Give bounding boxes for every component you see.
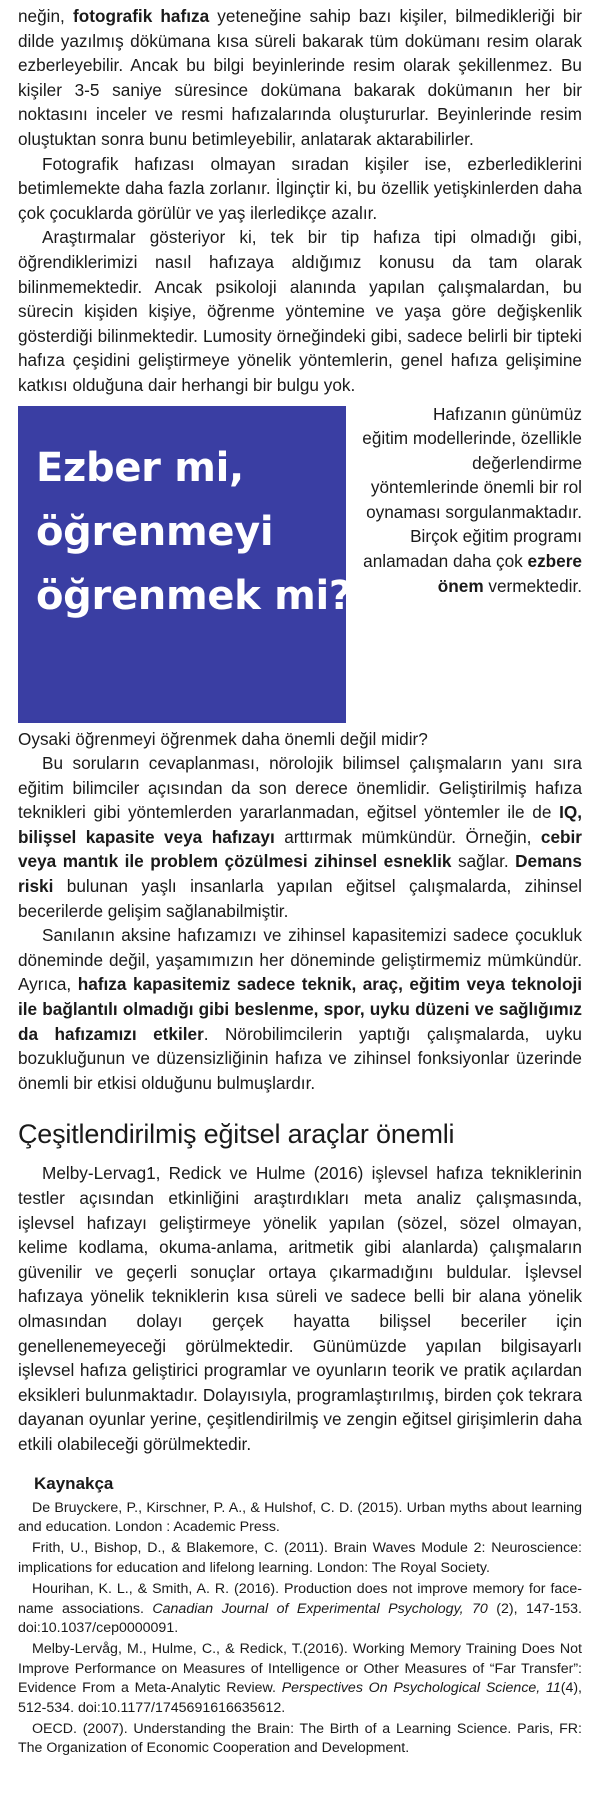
after-callout-line: Oysaki öğrenmeyi öğrenmek daha önemli değil midir?	[18, 728, 428, 749]
callout-line-2: öğrenmeyi	[36, 508, 274, 555]
section-paragraph: Melby-Lervag1, Redick ve Hulme (2016) işlevsel hafıza tekniklerinin testler açısından etkinliğini araştırdıkları meta analiz çalışmasında, işlevsel hafızayı geliştirmeye yönelik yapılan (sözel, sözel olmayan, kelime kodlama, okuma-anlama, aritmetik gibi alanlarda) çalışmaların güvenilir ve geçerli sonuçlar ortaya çıkarmadığını buldular. İşlevsel hafızaya yönelik tekniklerin kısa süreli ve sadece belli bir alana yönelik olmasından dolayı gerçek hayatta bilişsel beceriler için genellenemeyeceği görülmektedir. Günümüzde yapılan bilgisayarlı işlevsel hafıza geliştirici programlar ve oyunların teorik ve pratik açılardan eksikleri bulunmaktadır. Dolayısıyla, programlaştırılmış, birden çok tekrara dayanan oyunlar yerine, çeşitlendirilmiş ve zengin eğitsel girişimlerin daha etkili olabileceği görülmektedir.	[18, 1163, 582, 1454]
italic-citation: Canadian Journal of Experimental Psychology, 70	[152, 1600, 488, 1617]
section-heading: Çeşitlendirilmiş eğitsel araçlar önemli	[18, 1119, 455, 1150]
bold-term: hafıza kapasitemiz sadece teknik, araç, eğitim veya teknoloji ile bağlantılı olmadığı gibi beslenme, spor, uyku düzeni ve sağlığımız da hafızamızı etkiler	[18, 974, 582, 1044]
reference-2: Frith, U., Bishop, D., & Blakemore, C. (2011). Brain Waves Module 2: Neuroscience: implications for education and lifelong learning. London: The Royal Society.	[18, 1540, 582, 1576]
text-run: vermektedir.	[483, 575, 582, 596]
text-run: (2), 147-153. doi:10.1037/cep0000091.	[18, 1600, 582, 1636]
text-run: Hourihan, K. L., & Smith, A. R. (2016). Production does not improve memory for face-name associations.	[18, 1581, 582, 1617]
article-page	[18, 4, 582, 1761]
reference-1: De Bruyckere, P., Kirschner, P. A., & Hulshof, C. D. (2015). Urban myths about learning and education. London : Academic Press.	[18, 1499, 582, 1535]
bold-term: ezbere önem	[437, 551, 582, 596]
body-paragraph-4	[18, 751, 582, 923]
callout-box	[18, 406, 352, 723]
text-run: Hafızanın günümüz eğitim modellerinde, özellikle değerlendirme yöntemlerinde önemli bir rol oynaması sorgulanmaktadır. Birçok eğitim programı anlamadan daha çok	[362, 403, 582, 572]
text-run: (4), 512-534. doi:10.1177/1745691616635612.	[18, 1680, 582, 1716]
text-run: . Nörobilimcilerin yaptığı çalışmalarda, uyku bozukluğunun ve düzensizliğinin hafıza ve zihinsel fonksiyonlar üzerinde önemli bir etkisi olduğunu bulmuşlardır.	[18, 1023, 582, 1093]
text-run: neğin,	[18, 6, 73, 26]
text-run: Sanılanın aksine hafızamızı ve zihinsel kapasitemizi sadece çocukluk döneminde değil, yaşamımızın her döneminde geliştirmemiz mümkündür. Ayrıca,	[18, 925, 582, 995]
reference-3	[18, 1580, 582, 1638]
bold-term: fotografik hafıza	[73, 6, 210, 26]
text-run: arttırmak mümkündür. Örneğin,	[274, 826, 541, 847]
bold-term: cebir veya mantık ile problem çözülmesi zihinsel esneklik	[18, 826, 582, 872]
text-run: Melby-Lervåg, M., Hulme, C., & Redick, T.(2016). Working Memory Training Does Not Improve Performance on Measures of Intelligence or Other Measures of “Far Transfer”: Evidence From a Meta-Analytic Review.	[18, 1641, 582, 1697]
intro-paragraph-1	[18, 4, 582, 152]
text-run: sağlar.	[451, 851, 516, 872]
references-heading: Kaynakça	[34, 1473, 114, 1493]
references	[18, 1473, 582, 1759]
callout-section	[18, 402, 582, 727]
reference-5: OECD. (2007). Understanding the Brain: The Birth of a Learning Science. Paris, FR: The Organization of Economic Cooperation and Development.	[18, 1721, 582, 1757]
callout-line-3: öğrenmek mi?	[36, 572, 352, 619]
callout-line-1: Ezber mi,	[36, 444, 244, 491]
reference-4	[18, 1640, 582, 1718]
intro-paragraph-2: Fotografik hafızası olmayan sıradan kişiler ise, ezberlediklerini betimlemekte daha fazla zorlanır. İlginçtir ki, bu özellik yetişkinlerden daha çok çocuklarda görülür ve yaş ilerledikçe azalır.	[18, 153, 582, 223]
bold-term: IQ, bilişsel kapasite veya hafızayı	[18, 802, 582, 847]
intro-paragraph-3: Araştırmalar gösteriyor ki, tek bir tip hafıza tipi olmadığı gibi, öğrendiklerimizi nasıl hafızaya aldığımız konusu da tam olarak bilinmemektedir. Ancak psikoloji alanında yapılan çalışmalardan, bu sürecin kişiden kişiye, öğrenme yöntemine ve yaşa göre değişkenlik gösterdiği bilinmektedir. Lumosity örneğindeki gibi, sadece belirli bir tipteki hafıza çeşidini geliştirmeye yönelik yöntemlerin, genel hafıza gelişimine katkısı olduğuna dair herhangi bir bulgu yok.	[18, 227, 582, 395]
text-run: yeteneğine sahip bazı kişiler, bilmedikleriği bir dilde yazılmış dökümana kısa süreli bakarak tüm dokümanı resim olarak ezberleyebilir. Ancak bu bilgi beyinlerinde resim olarak şekillenmez. Bu kişiler 3-5 saniye süresince dokümana bakarak dokümanın her bir noktasını inceler ve resmi hafızalarında oluştururlar. Beyinlerinde resim oluştuktan sonra bunu betimleyebilir, anlatarak aktarabilirler.	[18, 6, 582, 149]
italic-citation: Perspectives On Psychological Science, 11	[281, 1680, 561, 1697]
bold-term: Demans riski	[18, 851, 582, 897]
text-run: Bu soruların cevaplanması, nörolojik bilimsel çalışmaların yanı sıra eğitim bilimciler açısından da son derece önemlidir. Geliştirilmiş hafıza teknikleri gibi yöntemlerden yararlanmadan, eğitsel yöntemler ile de	[18, 753, 582, 823]
body-paragraph-5	[18, 923, 582, 1095]
text-run: bulunan yaşlı insanlarla yapılan eğitsel çalışmalarda, zihinsel becerilerde gelişim sağlanabilmiştir.	[18, 876, 582, 921]
